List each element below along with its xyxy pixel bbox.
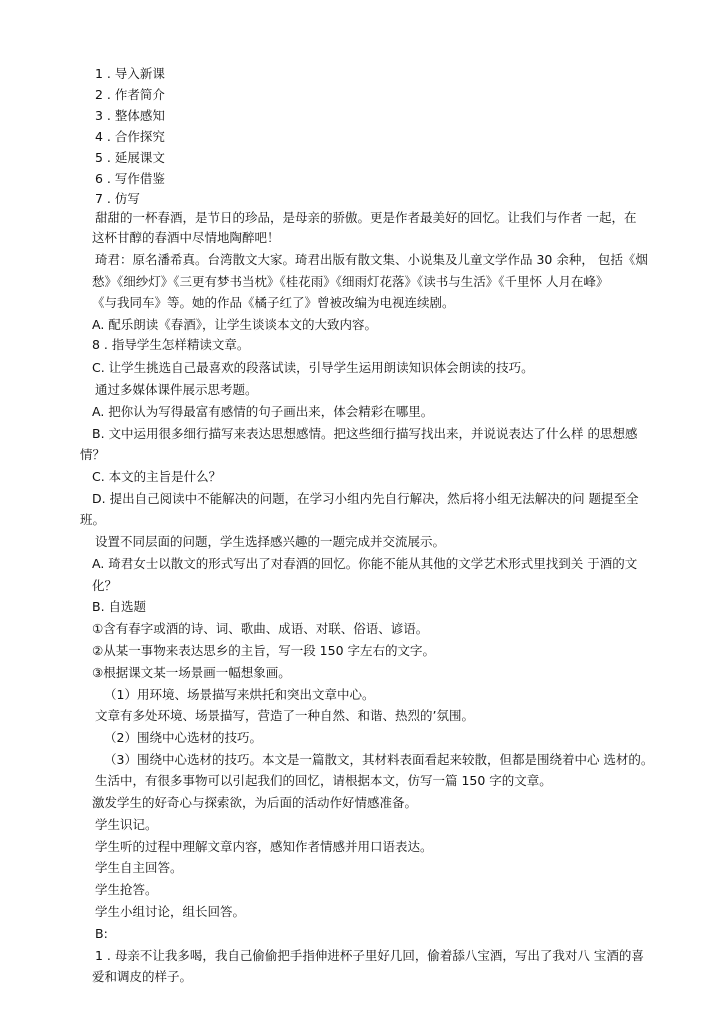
text-line-3: 3 . 整体感知 — [95, 108, 165, 123]
text-line-41: B: — [95, 926, 108, 941]
text-line-40: 学生小组讨论，组长回答。 — [95, 904, 246, 919]
text-line-38: 学生自主回答。 — [95, 860, 183, 875]
text-line-6: 6 . 写作借鉴 — [95, 171, 165, 186]
text-line-35: 激发学生的好奇心与探索欲，为后面的活动作好情感准备。 — [92, 795, 418, 810]
text-line-39: 学生抢答。 — [95, 882, 158, 897]
text-line-13: A. 配乐朗读《春酒》，让学生谈谈本文的大致内容。 — [92, 317, 378, 332]
text-line-4: 4 . 合作探究 — [95, 129, 165, 144]
text-line-8: 甜甜的一杯春酒，是节日的珍品，是母亲的骄傲。更是作者最美好的回忆。让我们与作者 一起，在 — [95, 210, 637, 225]
text-line-16: 通过多媒体课件展示思考题。 — [95, 382, 258, 397]
text-line-23: 设置不同层面的问题，学生选择感兴趣的一题完成并交流展示。 — [95, 534, 446, 549]
text-line-25: 化？ — [92, 578, 118, 593]
text-line-2: 2 . 作者简介 — [95, 87, 165, 102]
text-line-10: 琦君：原名潘希真。台湾散文大家。琦君出版有散文集、小说集及儿童文学作品 30 余种， 包括《烟 — [95, 252, 648, 267]
text-line-27: ①含有春字或酒的诗、词、歌曲、成语、对联、俗语、谚语。 — [92, 621, 429, 636]
text-line-29: ③根据课文某一场景画一幅想象画。 — [92, 665, 291, 680]
text-line-18: B. 文中运用很多细行描写来表达思想感情。把这些细行描写找出来，并说说表达了什么样 的思想感 — [92, 426, 638, 441]
text-line-33: （3）围绕中心选材的技巧。本文是一篇散文，其材料表面看起来较散，但都是围绕着中心 选材的。 — [104, 752, 654, 767]
text-line-42: 1 . 母亲不让我多喝，我自己偷偷把手指伸进杯子里好几回，偷着舔八宝酒，写出了我对八 宝酒的喜 — [95, 948, 644, 963]
text-line-9: 这杯甘醇的春酒中尽情地陶醉吧！ — [92, 230, 280, 245]
text-line-34: 生活中，有很多事物可以引起我们的回忆，请根据本文，仿写一篇 150 字的文章。 — [95, 773, 552, 788]
text-line-28: ②从某一事物来表达思乡的主旨，写一段 150 字左右的文字。 — [92, 643, 436, 658]
text-line-26: B. 自选题 — [92, 599, 147, 614]
text-line-36: 学生识记。 — [95, 817, 158, 832]
text-line-20: C. 本文的主旨是什么？ — [92, 469, 222, 484]
text-line-37: 学生听的过程中理解文章内容，感知作者情感并用口语表达。 — [95, 839, 433, 854]
text-line-32: （2）围绕中心选材的技巧。 — [104, 730, 262, 745]
text-line-15: C. 让学生挑选自己最喜欢的段落试读，引导学生运用朗读知识体会朗读的技巧。 — [92, 360, 534, 375]
text-line-19: 情？ — [80, 447, 106, 462]
text-line-1: 1 . 导入新课 — [95, 66, 165, 81]
text-line-14: 8 . 指导学生怎样精读文章。 — [92, 337, 250, 352]
text-line-22: 班。 — [80, 512, 106, 527]
text-line-30: （1）用环境、场景描写来烘托和突出文章中心。 — [104, 687, 375, 702]
text-line-12: 《与我同车》等。她的作品《橘子红了》曾被改编为电视连续剧。 — [92, 295, 455, 310]
text-line-43: 爱和调皮的样子。 — [92, 969, 193, 984]
text-line-7: 7 . 仿写 — [95, 191, 140, 206]
text-line-31: 文章有多处环境、场景描写，营造了一种自然、和谐、热烈的’氛围。 — [95, 708, 474, 723]
text-line-11: 愁》《细纱灯》《三更有梦书当枕》《桂花雨》《细雨灯花落》《读书与生活》《千里怀 人月在峰》 — [92, 274, 609, 289]
text-line-21: D. 提出自己阅读中不能解决的问题，在学习小组内先自行解决，然后将小组无法解决的问 题提至全 — [92, 491, 639, 506]
text-line-24: A. 琦君女士以散文的形式写出了对春酒的回忆。你能不能从其他的文学艺术形式里找到关 于酒的文 — [92, 556, 638, 571]
text-line-17: A. 把你认为写得最富有感情的句子画出来，体会精彩在哪里。 — [92, 404, 434, 419]
text-line-5: 5 . 延展课文 — [95, 150, 165, 165]
